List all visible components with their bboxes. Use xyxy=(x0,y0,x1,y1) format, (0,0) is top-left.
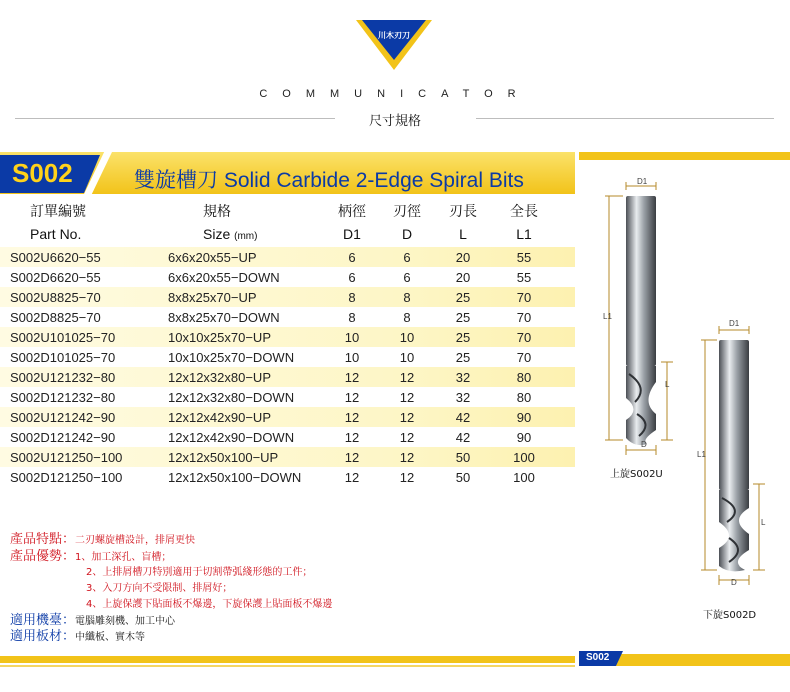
part-no: S002D121242−90 xyxy=(10,430,116,445)
d1: 12 xyxy=(344,430,360,445)
l1: 55 xyxy=(516,270,532,285)
d1: 8 xyxy=(348,310,356,325)
d1: 6 xyxy=(348,270,356,285)
l: 50 xyxy=(455,450,471,465)
col-d1-zh: 柄徑 xyxy=(338,204,366,220)
table-row xyxy=(0,387,575,407)
l1: 100 xyxy=(513,470,535,485)
advantages-label: 產品優勢： xyxy=(10,549,76,564)
d: 6 xyxy=(403,250,411,265)
diagram-model-tag-text: S002 xyxy=(586,652,610,663)
features-label: 產品特點： xyxy=(10,532,76,547)
d1: 10 xyxy=(344,350,360,365)
part-no: S002U101025−70 xyxy=(10,330,116,345)
d: 6 xyxy=(403,270,411,285)
divider-right xyxy=(476,118,774,119)
down-l-label: L xyxy=(761,518,766,527)
d: 12 xyxy=(399,470,415,485)
col-l-zh: 刃長 xyxy=(449,204,477,220)
up-d1-label: D1 xyxy=(637,177,648,186)
col-size-zh: 規格 xyxy=(203,204,231,220)
d: 8 xyxy=(403,290,411,305)
d: 10 xyxy=(399,330,415,345)
advantage-item: 4、上旋保護下貼面板不爆邊，下旋保護上貼面板不爆邊 xyxy=(86,599,333,610)
l1: 90 xyxy=(516,430,532,445)
material-label: 適用板材： xyxy=(10,629,76,644)
d1: 10 xyxy=(344,330,360,345)
table-header xyxy=(0,197,575,245)
col-d-en: D xyxy=(401,226,413,242)
part-no: S002U6620−55 xyxy=(10,250,101,265)
size: 8x8x25x70−UP xyxy=(168,290,257,305)
tool-diagram xyxy=(579,152,790,666)
upcut-caption: 上旋S002U xyxy=(610,469,663,480)
col-size-unit: (mm) xyxy=(234,231,258,242)
size: 12x12x32x80−UP xyxy=(168,370,271,385)
advantage-item: 2、上排屑槽刀特別適用于切割帶弧綫形態的工件； xyxy=(86,567,313,578)
size: 12x12x32x80−DOWN xyxy=(168,390,295,405)
upcut-bit-icon xyxy=(626,196,656,445)
table-row xyxy=(0,287,575,307)
d1: 8 xyxy=(348,290,356,305)
size: 10x10x25x70−UP xyxy=(168,330,271,345)
col-d1-en: D1 xyxy=(343,226,361,242)
l1: 70 xyxy=(516,290,532,305)
part-no: S002D121232−80 xyxy=(10,390,116,405)
col-part-zh: 訂單編號 xyxy=(30,204,86,220)
tagline: COMMUNICATOR xyxy=(259,88,531,100)
l: 32 xyxy=(455,370,471,385)
down-l1-label: L1 xyxy=(697,450,706,459)
advantages-line xyxy=(10,545,171,564)
machine-text: 電腦雕刻機、加工中心 xyxy=(75,616,176,627)
size: 12x12x50x100−DOWN xyxy=(168,470,302,485)
part-no: S002U121250−100 xyxy=(10,450,123,465)
advantage-item: 1、加工深孔、盲槽； xyxy=(75,552,172,563)
downcut-caption: 下旋S002D xyxy=(703,610,757,621)
downcut-bit-icon xyxy=(719,340,749,571)
section-title: 尺寸規格 xyxy=(368,114,421,129)
col-l-en: L xyxy=(459,226,467,242)
table-row xyxy=(0,347,575,367)
advantage-item: 3、入刀方向不受限制、排屑好； xyxy=(86,583,233,594)
model-label: S002 xyxy=(12,158,73,188)
l: 50 xyxy=(455,470,471,485)
col-l1-zh: 全長 xyxy=(510,204,538,220)
l1: 70 xyxy=(516,350,532,365)
d: 12 xyxy=(399,410,415,425)
d: 12 xyxy=(399,370,415,385)
l: 42 xyxy=(455,410,471,425)
table-row xyxy=(0,367,575,387)
part-no: S002D6620−55 xyxy=(10,270,101,285)
part-no: S002U8825−70 xyxy=(10,290,101,305)
l: 32 xyxy=(455,390,471,405)
size: 8x8x25x70−DOWN xyxy=(168,310,280,325)
table-row xyxy=(0,427,575,447)
size: 6x6x20x55−DOWN xyxy=(168,270,280,285)
up-l-label: L xyxy=(665,380,670,389)
d1: 12 xyxy=(344,470,360,485)
machine-label: 適用機臺： xyxy=(10,613,76,628)
table-row xyxy=(0,307,575,327)
down-d1-label: D1 xyxy=(729,319,740,328)
col-size-en xyxy=(203,226,257,242)
d: 10 xyxy=(399,350,415,365)
size: 12x12x42x90−DOWN xyxy=(168,430,295,445)
l1: 70 xyxy=(516,310,532,325)
l: 25 xyxy=(455,350,471,365)
l: 25 xyxy=(455,330,471,345)
down-d-label: D xyxy=(731,578,737,587)
part-no: S002D8825−70 xyxy=(10,310,101,325)
l1: 55 xyxy=(516,250,532,265)
logo-chevron-icon xyxy=(356,20,432,70)
material-line xyxy=(10,625,145,644)
material-text: 中纖板、實木等 xyxy=(75,632,146,643)
table-row xyxy=(0,467,575,487)
footer-bar xyxy=(0,656,575,663)
product-title: 雙旋槽刀 Solid Carbide 2-Edge Spiral Bits xyxy=(134,169,524,192)
d: 12 xyxy=(399,430,415,445)
size: 10x10x25x70−DOWN xyxy=(168,350,295,365)
table-row xyxy=(0,327,575,347)
logo-text: 川木刃刀 xyxy=(378,31,410,40)
size: 12x12x42x90−UP xyxy=(168,410,271,425)
l1: 90 xyxy=(516,410,532,425)
table-row xyxy=(0,247,575,267)
table-row xyxy=(0,447,575,467)
table-row xyxy=(0,407,575,427)
col-part-en: Part No. xyxy=(30,226,82,242)
l: 25 xyxy=(455,310,471,325)
part-no: S002U121242−90 xyxy=(10,410,116,425)
l: 25 xyxy=(455,290,471,305)
diagram-panel xyxy=(579,152,790,666)
part-no: S002D101025−70 xyxy=(10,350,116,365)
l1: 70 xyxy=(516,330,532,345)
col-size-en-label: Size xyxy=(203,226,231,242)
d1: 12 xyxy=(344,370,360,385)
l1: 100 xyxy=(513,450,535,465)
l1: 80 xyxy=(516,370,532,385)
d1: 12 xyxy=(344,410,360,425)
size: 6x6x20x55−UP xyxy=(168,250,257,265)
d1: 6 xyxy=(348,250,356,265)
l: 42 xyxy=(455,430,471,445)
up-d-label: D xyxy=(641,440,647,449)
l1: 80 xyxy=(516,390,532,405)
table-row xyxy=(0,267,575,287)
diagram-top-bar xyxy=(579,152,790,160)
part-no: S002U121232−80 xyxy=(10,370,116,385)
d1: 12 xyxy=(344,390,360,405)
size: 12x12x50x100−UP xyxy=(168,450,279,465)
d: 8 xyxy=(403,310,411,325)
col-l1-en: L1 xyxy=(516,226,532,242)
footer-line xyxy=(0,665,575,667)
features-text: 二刃螺旋槽設計，排屑更快 xyxy=(75,535,196,546)
l: 20 xyxy=(455,270,471,285)
d: 12 xyxy=(399,390,415,405)
part-no: S002D121250−100 xyxy=(10,470,123,485)
l: 20 xyxy=(455,250,471,265)
d: 12 xyxy=(399,450,415,465)
col-d-zh: 刃徑 xyxy=(393,204,421,220)
up-l1-label: L1 xyxy=(603,312,612,321)
d1: 12 xyxy=(344,450,360,465)
brand-logo xyxy=(356,20,432,70)
